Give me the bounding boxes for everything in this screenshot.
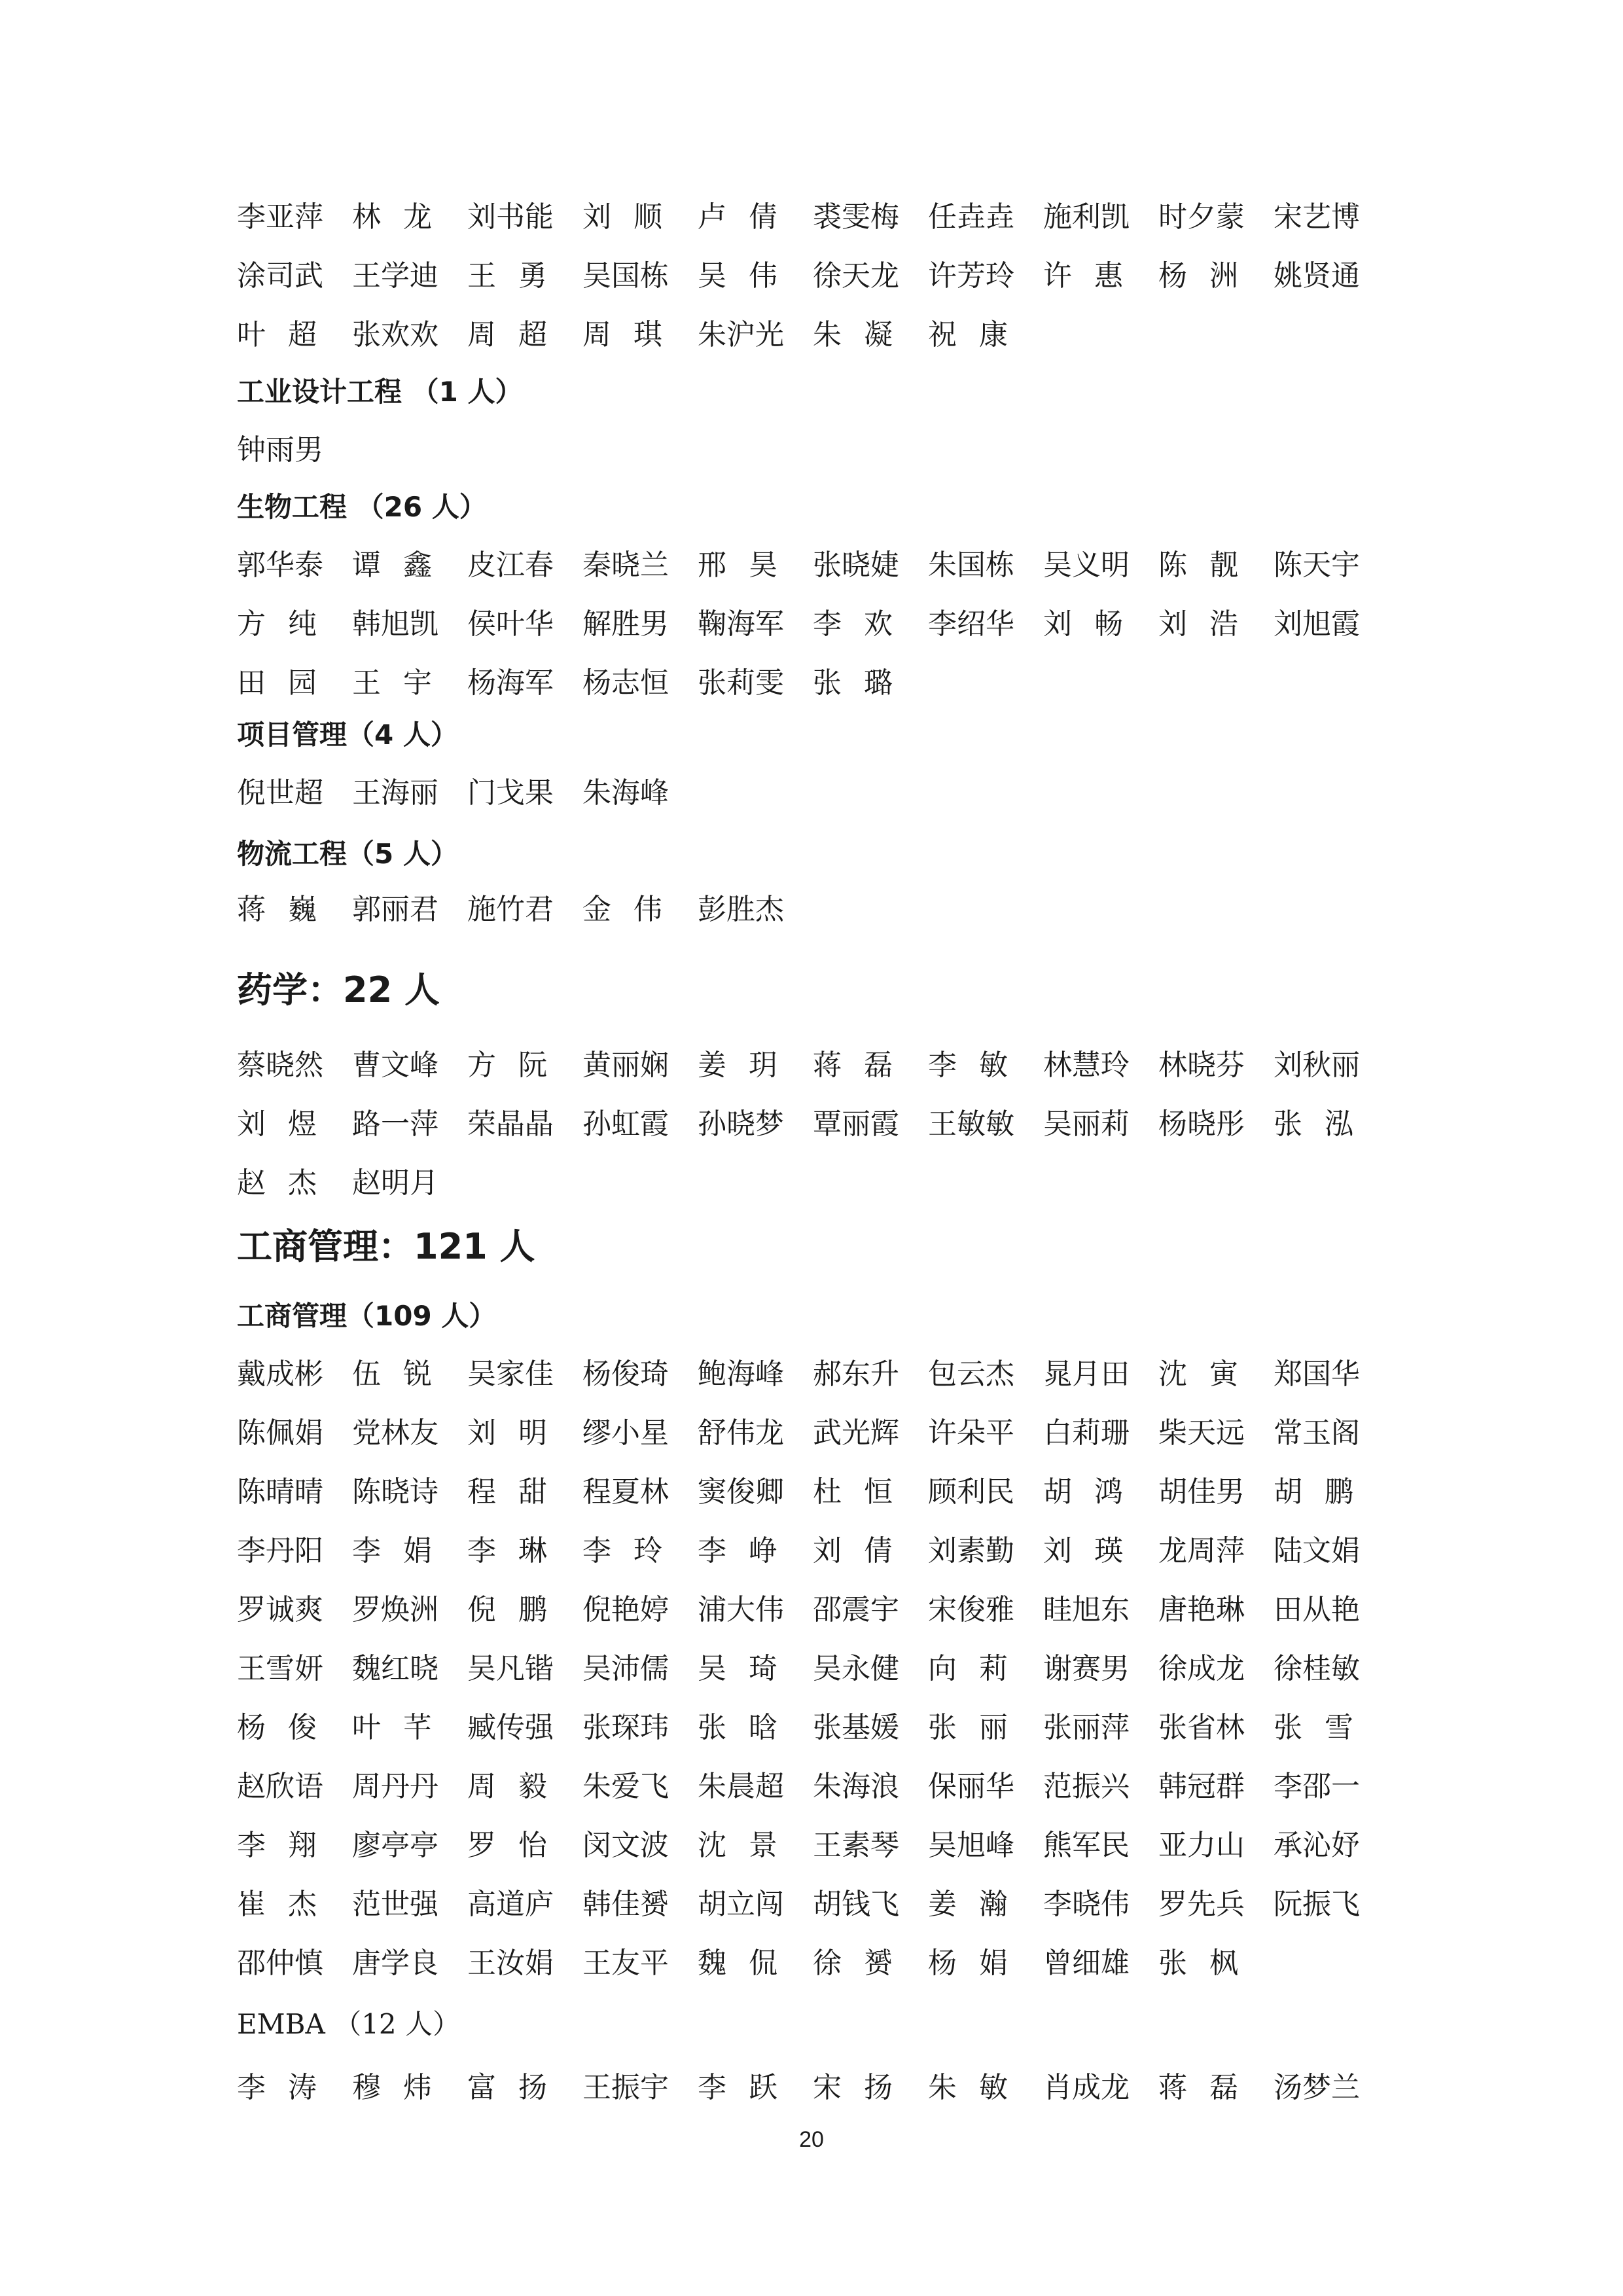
person-name: 张莉雯 <box>698 666 784 700</box>
person-name: 韩佳赟 <box>582 1888 669 1921</box>
name-row <box>237 1151 1389 1210</box>
person-name: 姜 瀚 <box>928 1888 1008 1921</box>
person-name: 陆文娟 <box>1274 1534 1360 1568</box>
name-row <box>237 185 1389 243</box>
person-name: 姜 玥 <box>698 1049 777 1082</box>
person-name: 张欢欢 <box>352 318 438 351</box>
person-name: 顾利民 <box>928 1475 1014 1509</box>
person-name: 吴凡锴 <box>467 1652 554 1685</box>
person-name: 刘 瑛 <box>1043 1534 1123 1568</box>
person-name: 郭丽君 <box>352 893 438 926</box>
person-name: 唐学良 <box>352 1946 438 1980</box>
name-row <box>237 761 1389 819</box>
person-name: 程夏林 <box>582 1475 669 1509</box>
person-name: 向 莉 <box>928 1652 1008 1685</box>
person-name: 吴国栋 <box>582 259 669 293</box>
person-name: 徐桂敏 <box>1274 1652 1360 1685</box>
name-row <box>237 1460 1389 1518</box>
person-name: 杨海军 <box>467 666 554 700</box>
person-name: 臧传强 <box>467 1711 554 1744</box>
person-name: 亚力山 <box>1158 1829 1245 1862</box>
person-name: 保丽华 <box>928 1770 1014 1803</box>
person-name: 张 雪 <box>1274 1711 1353 1744</box>
name-row <box>237 1695 1389 1754</box>
person-name: 张 枫 <box>1158 1946 1238 1980</box>
person-name: 龙周萍 <box>1158 1534 1245 1568</box>
person-name: 彭胜杰 <box>698 893 784 926</box>
person-name: 魏红晓 <box>352 1652 438 1685</box>
person-name: 金 伟 <box>582 893 662 926</box>
person-name: 胡 鹏 <box>1274 1475 1353 1509</box>
person-name: 倪世超 <box>237 776 323 810</box>
person-name: 覃丽霞 <box>813 1107 899 1141</box>
person-name: 肖成龙 <box>1043 2071 1130 2104</box>
person-name: 高道庐 <box>467 1888 554 1921</box>
person-name: 蒋 磊 <box>813 1049 893 1082</box>
person-name: 范世强 <box>352 1888 438 1921</box>
program-heading-bus: 工商管理（109 人） <box>237 1300 497 1332</box>
person-name: 许 惠 <box>1043 259 1123 293</box>
person-name: 胡佳男 <box>1158 1475 1245 1509</box>
program-heading-pm: 项目管理（4 人） <box>237 719 458 751</box>
name-row <box>237 592 1389 651</box>
person-name: 胡钱飞 <box>813 1888 899 1921</box>
name-row <box>237 2055 1389 2114</box>
person-name: 承沁妤 <box>1274 1829 1360 1862</box>
person-name: 张 丽 <box>928 1711 1008 1744</box>
person-name: 吴旭峰 <box>928 1829 1014 1862</box>
person-name: 卢 倩 <box>698 200 777 234</box>
person-name: 周丹丹 <box>352 1770 438 1803</box>
person-name: 罗焕洲 <box>352 1593 438 1626</box>
person-name: 周 毅 <box>467 1770 547 1803</box>
person-name: 戴成彬 <box>237 1357 323 1391</box>
person-name: 施利凯 <box>1043 200 1130 234</box>
person-name: 陈佩娟 <box>237 1416 323 1450</box>
person-name: 林晓芬 <box>1158 1049 1245 1082</box>
person-name: 朱 凝 <box>813 318 893 351</box>
person-name: 周 琪 <box>582 318 662 351</box>
person-name: 王素琴 <box>813 1829 899 1862</box>
person-name: 韩旭凯 <box>352 607 438 641</box>
person-name: 倪 鹏 <box>467 1593 547 1626</box>
program-heading-ind: 工业设计工程 （1 人） <box>237 376 523 408</box>
name-row <box>237 877 1389 936</box>
person-name: 曾细雄 <box>1043 1946 1130 1980</box>
person-name: 杨 俊 <box>237 1711 317 1744</box>
name-block-log <box>237 877 1389 936</box>
person-name: 汤梦兰 <box>1274 2071 1360 2104</box>
person-name: 李 跃 <box>698 2071 777 2104</box>
person-name: 杨晓彤 <box>1158 1107 1245 1141</box>
name-block-bus <box>237 1342 1389 1990</box>
person-name: 宋俊雅 <box>928 1593 1014 1626</box>
person-name: 许朵平 <box>928 1416 1014 1450</box>
name-row <box>237 1033 1389 1092</box>
person-name: 田 园 <box>237 666 317 700</box>
name-row <box>237 651 1389 709</box>
person-name: 钟雨男 <box>237 433 323 467</box>
person-name: 常玉阁 <box>1274 1416 1360 1450</box>
person-name: 朱国栋 <box>928 548 1014 582</box>
person-name: 吴家佳 <box>467 1357 554 1391</box>
person-name: 张丽萍 <box>1043 1711 1130 1744</box>
person-name: 裘雯梅 <box>813 200 899 234</box>
person-name: 郭华泰 <box>237 548 323 582</box>
name-block-cont <box>237 185 1389 361</box>
person-name: 范振兴 <box>1043 1770 1130 1803</box>
person-name: 王友平 <box>582 1946 669 1980</box>
person-name: 郑国华 <box>1274 1357 1360 1391</box>
person-name: 施竹君 <box>467 893 554 926</box>
person-name: 李 玲 <box>582 1534 662 1568</box>
person-name: 吴 琦 <box>698 1652 777 1685</box>
person-name: 张 晗 <box>698 1711 777 1744</box>
person-name: 李 敏 <box>928 1049 1008 1082</box>
person-name: 武光辉 <box>813 1416 899 1450</box>
person-name: 李绍华 <box>928 607 1014 641</box>
person-name: 陈晓诗 <box>352 1475 438 1509</box>
person-name: 刘秋丽 <box>1274 1049 1360 1082</box>
person-name: 吴沛儒 <box>582 1652 669 1685</box>
person-name: 包云杰 <box>928 1357 1014 1391</box>
person-name: 刘 倩 <box>813 1534 893 1568</box>
person-name: 邵仲慎 <box>237 1946 323 1980</box>
person-name: 方 纯 <box>237 607 317 641</box>
person-name: 崔 杰 <box>237 1888 317 1921</box>
name-row <box>237 1931 1389 1990</box>
person-name: 陈天宇 <box>1274 548 1360 582</box>
person-name: 刘 顺 <box>582 200 662 234</box>
person-name: 党林友 <box>352 1416 438 1450</box>
person-name: 杨 洲 <box>1158 259 1238 293</box>
person-name: 吴丽莉 <box>1043 1107 1130 1141</box>
major-heading-bus: 工商管理：121 人 <box>237 1226 535 1267</box>
person-name: 伍 锐 <box>352 1357 432 1391</box>
person-name: 吴 伟 <box>698 259 777 293</box>
person-name: 唐艳琳 <box>1158 1593 1245 1626</box>
person-name: 孙晓梦 <box>698 1107 784 1141</box>
person-name: 程 甜 <box>467 1475 547 1509</box>
person-name: 方 阮 <box>467 1049 547 1082</box>
program-heading-bio: 生物工程 （26 人） <box>237 491 487 523</box>
person-name: 任垚垚 <box>928 200 1014 234</box>
name-row <box>237 533 1389 592</box>
person-name: 李 娟 <box>352 1534 432 1568</box>
person-name: 朱晨超 <box>698 1770 784 1803</box>
person-name: 浦大伟 <box>698 1593 784 1626</box>
person-name: 张基媛 <box>813 1711 899 1744</box>
person-name: 刘 畅 <box>1043 607 1123 641</box>
name-block-pm <box>237 761 1389 819</box>
person-name: 王 宇 <box>352 666 432 700</box>
person-name: 赵欣语 <box>237 1770 323 1803</box>
person-name: 李 涛 <box>237 2071 317 2104</box>
person-name: 门戈果 <box>467 776 554 810</box>
person-name: 孙虹霞 <box>582 1107 669 1141</box>
person-name: 姚贤通 <box>1274 259 1360 293</box>
person-name: 祝 康 <box>928 318 1008 351</box>
person-name: 秦晓兰 <box>582 548 669 582</box>
person-name: 路一萍 <box>352 1107 438 1141</box>
person-name: 王汝娟 <box>467 1946 554 1980</box>
person-name: 韩冠群 <box>1158 1770 1245 1803</box>
person-name: 朱爱飞 <box>582 1770 669 1803</box>
major-heading-pharm: 药学：22 人 <box>237 969 440 1011</box>
person-name: 王学迪 <box>352 259 438 293</box>
person-name: 熊军民 <box>1043 1829 1130 1862</box>
person-name: 李 翔 <box>237 1829 317 1862</box>
name-row <box>237 243 1389 302</box>
person-name: 皮江春 <box>467 548 554 582</box>
person-name: 宋艺博 <box>1274 200 1360 234</box>
person-name: 朱海浪 <box>813 1770 899 1803</box>
person-name: 林慧玲 <box>1043 1049 1130 1082</box>
person-name: 刘 浩 <box>1158 607 1238 641</box>
person-name: 谢赛男 <box>1043 1652 1130 1685</box>
name-row <box>237 302 1389 361</box>
person-name: 窦俊卿 <box>698 1475 784 1509</box>
person-name: 穆 炜 <box>352 2071 432 2104</box>
person-name: 廖亭亭 <box>352 1829 438 1862</box>
person-name: 刘素勤 <box>928 1534 1014 1568</box>
name-row <box>237 1518 1389 1577</box>
program-heading-log: 物流工程（5 人） <box>237 838 458 870</box>
person-name: 张省林 <box>1158 1711 1245 1744</box>
person-name: 陈 靓 <box>1158 548 1238 582</box>
person-name: 林 龙 <box>352 200 432 234</box>
person-name: 张晓婕 <box>813 548 899 582</box>
name-row <box>237 1092 1389 1151</box>
person-name: 王振宇 <box>582 2071 669 2104</box>
person-name: 白莉珊 <box>1043 1416 1130 1450</box>
name-row <box>237 1401 1389 1460</box>
person-name: 闵文波 <box>582 1829 669 1862</box>
person-name: 张琛玮 <box>582 1711 669 1744</box>
person-name: 眭旭东 <box>1043 1593 1130 1626</box>
person-name: 李邵一 <box>1274 1770 1360 1803</box>
person-name: 周 超 <box>467 318 547 351</box>
person-name: 柴天远 <box>1158 1416 1245 1450</box>
person-name: 杨 娟 <box>928 1946 1008 1980</box>
person-name: 富 扬 <box>467 2071 547 2104</box>
name-block-bio <box>237 533 1389 709</box>
person-name: 刘旭霞 <box>1274 607 1360 641</box>
person-name: 晁月田 <box>1043 1357 1130 1391</box>
person-name: 鲍海峰 <box>698 1357 784 1391</box>
person-name: 赵明月 <box>352 1166 438 1200</box>
person-name: 李丹阳 <box>237 1534 323 1568</box>
person-name: 邵震宇 <box>813 1593 899 1626</box>
person-name: 王敏敏 <box>928 1107 1014 1141</box>
person-name: 倪艳婷 <box>582 1593 669 1626</box>
name-row <box>237 1577 1389 1636</box>
page-number: 20 <box>799 2127 824 2152</box>
person-name: 朱海峰 <box>582 776 669 810</box>
person-name: 徐成龙 <box>1158 1652 1245 1685</box>
person-name: 郝东升 <box>813 1357 899 1391</box>
person-name: 张 璐 <box>813 666 893 700</box>
person-name: 罗 怡 <box>467 1829 547 1862</box>
person-name: 蒋 磊 <box>1158 2071 1238 2104</box>
person-name: 缪小星 <box>582 1416 669 1450</box>
person-name: 王 勇 <box>467 259 547 293</box>
person-name: 李亚萍 <box>237 200 323 234</box>
person-name: 涂司武 <box>237 259 323 293</box>
person-name: 田从艳 <box>1274 1593 1360 1626</box>
name-row <box>237 1636 1389 1695</box>
person-name: 赵 杰 <box>237 1166 317 1200</box>
person-name: 胡 鸿 <box>1043 1475 1123 1509</box>
person-name: 蒋 巍 <box>237 893 317 926</box>
person-name: 朱 敏 <box>928 2071 1008 2104</box>
person-name: 舒伟龙 <box>698 1416 784 1450</box>
name-block-ind <box>237 418 1389 476</box>
person-name: 沈 寅 <box>1158 1357 1238 1391</box>
person-name: 阮振飞 <box>1274 1888 1360 1921</box>
person-name: 徐 赟 <box>813 1946 893 1980</box>
name-row <box>237 1754 1389 1813</box>
person-name: 叶 芊 <box>352 1711 432 1744</box>
person-name: 许芳玲 <box>928 259 1014 293</box>
person-name: 刘 明 <box>467 1416 547 1450</box>
person-name: 李晓伟 <box>1043 1888 1130 1921</box>
person-name: 李 琳 <box>467 1534 547 1568</box>
person-name: 徐天龙 <box>813 259 899 293</box>
person-name: 陈晴晴 <box>237 1475 323 1509</box>
person-name: 杨俊琦 <box>582 1357 669 1391</box>
person-name: 吴永健 <box>813 1652 899 1685</box>
person-name: 王海丽 <box>352 776 438 810</box>
person-name: 宋 扬 <box>813 2071 893 2104</box>
name-block-emba <box>237 2055 1389 2114</box>
person-name: 王雪妍 <box>237 1652 323 1685</box>
name-row <box>237 418 1389 476</box>
person-name: 时夕蒙 <box>1158 200 1245 234</box>
person-name: 沈 景 <box>698 1829 777 1862</box>
person-name: 鞠海军 <box>698 607 784 641</box>
person-name: 罗先兵 <box>1158 1888 1245 1921</box>
person-name: 杨志恒 <box>582 666 669 700</box>
person-name: 谭 鑫 <box>352 548 432 582</box>
person-name: 魏 侃 <box>698 1946 777 1980</box>
name-block-pharm <box>237 1033 1389 1210</box>
person-name: 蔡晓然 <box>237 1049 323 1082</box>
name-row <box>237 1813 1389 1872</box>
person-name: 刘书能 <box>467 200 554 234</box>
person-name: 解胜男 <box>582 607 669 641</box>
person-name: 曹文峰 <box>352 1049 438 1082</box>
person-name: 胡立闯 <box>698 1888 784 1921</box>
person-name: 叶 超 <box>237 318 317 351</box>
person-name: 荣晶晶 <box>467 1107 554 1141</box>
person-name: 黄丽娴 <box>582 1049 669 1082</box>
person-name: 侯叶华 <box>467 607 554 641</box>
person-name: 李 峥 <box>698 1534 777 1568</box>
person-name: 朱沪光 <box>698 318 784 351</box>
person-name: 李 欢 <box>813 607 893 641</box>
person-name: 吴义明 <box>1043 548 1130 582</box>
person-name: 杜 恒 <box>813 1475 893 1509</box>
person-name: 刘 煜 <box>237 1107 317 1141</box>
name-row <box>237 1342 1389 1401</box>
person-name: 罗诚爽 <box>237 1593 323 1626</box>
program-heading-emba: EMBA （12 人） <box>237 2008 461 2040</box>
name-row <box>237 1872 1389 1931</box>
person-name: 张 泓 <box>1274 1107 1353 1141</box>
person-name: 邢 昊 <box>698 548 777 582</box>
